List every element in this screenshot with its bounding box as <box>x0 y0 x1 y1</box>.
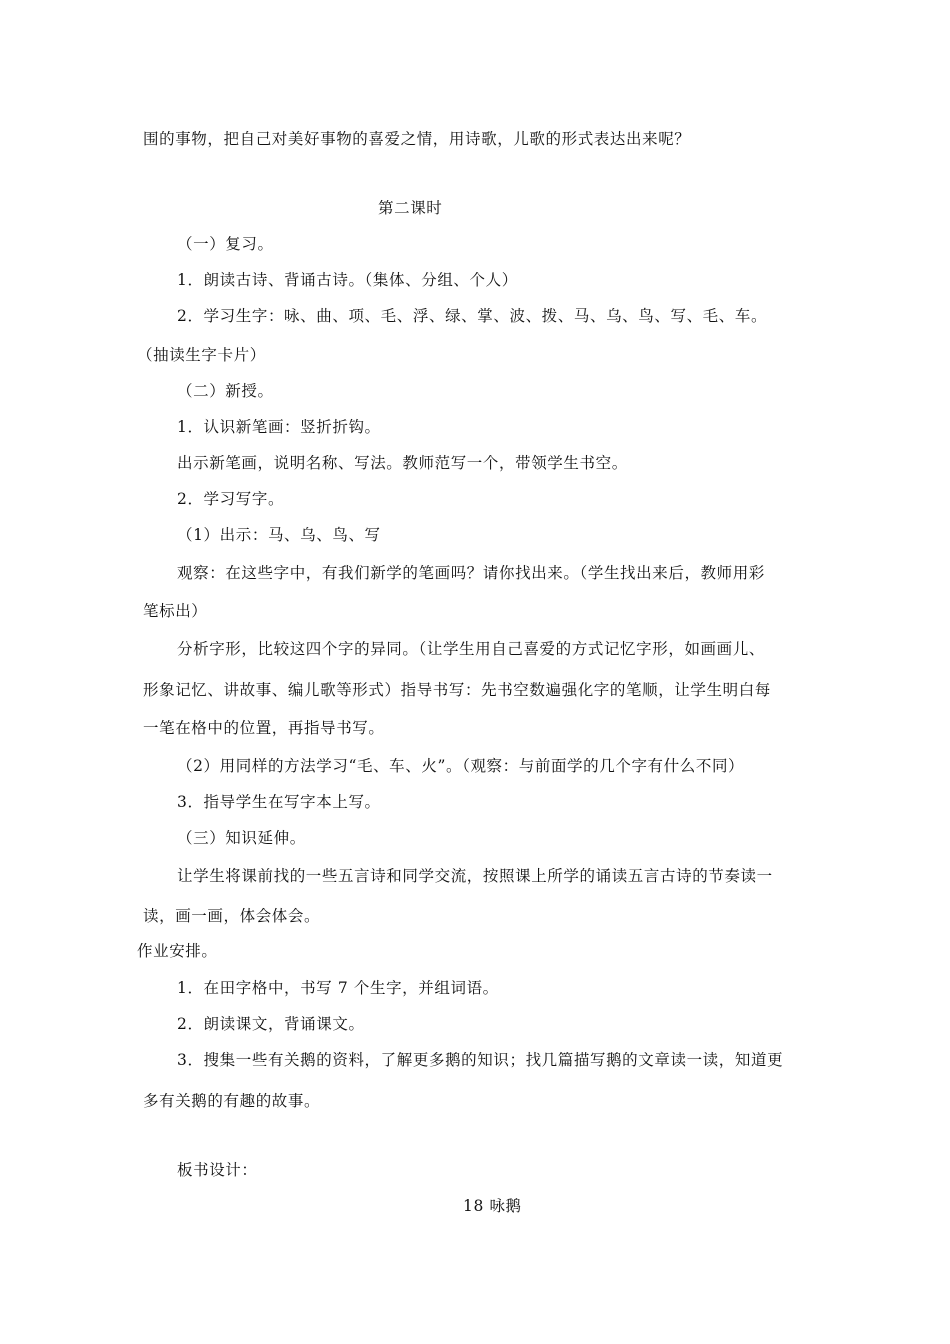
heading-review: （一）复习。 <box>177 235 274 253</box>
list-item: 1．在田字格中，书写 7 个生字，并组词语。 <box>177 979 499 997</box>
list-item: 3．指导学生在写字本上写。 <box>177 793 381 811</box>
list-item: 2．朗读课文，背诵课文。 <box>177 1015 365 1033</box>
paragraph-line: 观察：在这些字中，有我们新学的笔画吗？请你找出来。（学生找出来后，教师用彩 <box>177 564 765 582</box>
paragraph-line: 围的事物，把自己对美好事物的喜爱之情，用诗歌，儿歌的形式表达出来呢？ <box>143 130 691 148</box>
heading-extension: （三）知识延伸。 <box>177 829 306 847</box>
paragraph-line: 读，画一画，体会体会。 <box>143 907 321 925</box>
paragraph-line: 形象记忆、讲故事、编儿歌等形式）指导书写：先书空数遍强化字的笔顺，让学生明白每 <box>143 681 771 699</box>
list-item: 3．搜集一些有关鹅的资料，了解更多鹅的知识；找几篇描写鹅的文章读一读，知道更 <box>177 1051 784 1069</box>
paragraph-line: 分析字形，比较这四个字的异同。（让学生用自己喜爱的方式记忆字形，如画画儿、 <box>177 640 765 658</box>
list-item: 2．学习写字。 <box>177 490 285 508</box>
list-item: 1．认识新笔画：竖折折钩。 <box>177 418 381 436</box>
paragraph-line: 出示新笔画，说明名称、写法。教师范写一个，带领学生书空。 <box>177 454 628 472</box>
paragraph-line: 多有关鹅的有趣的故事。 <box>143 1092 321 1110</box>
board-title: 18 咏鹅 <box>463 1197 522 1215</box>
heading-board-design: 板书设计： <box>177 1161 258 1179</box>
list-item: 1．朗读古诗、背诵古诗。（集体、分组、个人） <box>177 271 518 289</box>
paragraph-line: 笔标出） <box>143 602 208 620</box>
list-item: （1）出示：马、乌、鸟、写 <box>177 526 381 544</box>
paragraph-line: （抽读生字卡片） <box>137 346 266 364</box>
heading-homework: 作业安排。 <box>137 942 218 960</box>
list-item: （2）用同样的方法学习“毛、车、火”。（观察：与前面学的几个字有什么不同） <box>177 757 745 775</box>
paragraph-line: 一笔在格中的位置，再指导书写。 <box>143 719 385 737</box>
paragraph-line: 让学生将课前找的一些五言诗和同学交流，按照课上所学的诵读五言古诗的节奏读一 <box>177 867 773 885</box>
heading-new-lesson: （二）新授。 <box>177 382 274 400</box>
section-title: 第二课时 <box>378 199 443 217</box>
list-item: 2．学习生字：咏、曲、项、毛、浮、绿、掌、波、拨、马、乌、鸟、写、毛、车。 <box>177 307 768 325</box>
